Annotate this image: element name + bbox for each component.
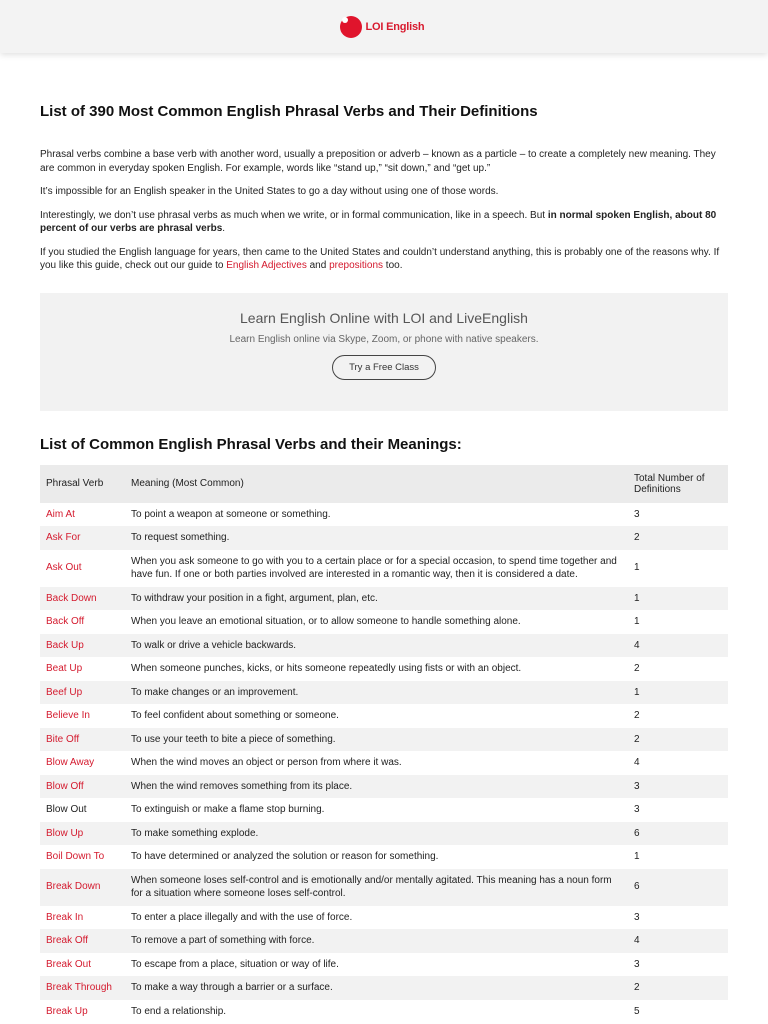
meaning-cell: When the wind removes something from its place. — [125, 775, 628, 799]
definition-count-cell: 1 — [634, 851, 640, 862]
phrasal-verb-cell[interactable]: Break Up — [46, 1005, 88, 1017]
meaning-cell: When you ask someone to go with you to a certain place or for a special occasion, to spend time together and have fun. If one or both parties involved are interested in a romantic way, then it is considered a date. — [131, 555, 617, 580]
top-header — [0, 0, 768, 53]
meaning-cell: When you leave an emotional situation, or to allow someone to handle something alone. — [131, 616, 521, 627]
phrasal-verb-cell[interactable]: Ask Out — [46, 562, 82, 574]
meaning-cell: To feel confident about something or someone. — [131, 710, 339, 721]
phrasal-verb-cell[interactable]: Boil Down To — [46, 851, 105, 862]
definition-count-cell: 4 — [634, 757, 640, 768]
column-header-verb: Phrasal Verb — [40, 465, 125, 503]
intro-paragraph: Phrasal verbs combine a base verb with another word, usually a preposition or adverb – known as a particle – to create a completely new meaning. They are common in everyday spoken English. For example, words like “stand up,” “sit down,” and “get up.” — [40, 149, 716, 174]
meaning-cell: To escape from a place, situation or way of life. — [131, 958, 339, 970]
meaning-cell: To end a relationship. — [131, 1005, 227, 1017]
phrasal-verb-cell[interactable]: Break In — [46, 911, 84, 923]
definition-count-cell: 1 — [628, 681, 728, 705]
phrasal-verb-cell[interactable]: Blow Away — [46, 757, 95, 768]
table-body — [40, 503, 728, 1024]
phrasal-verb-cell[interactable]: Aim At — [46, 508, 75, 520]
phrasal-verb-cell[interactable]: Break Down — [40, 869, 125, 906]
definition-count-cell: 2 — [628, 976, 728, 1000]
definition-count-cell: 3 — [634, 958, 640, 970]
meaning-cell: To have determined or analyzed the solution or reason for something. — [131, 851, 439, 862]
table-row — [40, 1000, 728, 1024]
definition-count-cell: 3 — [634, 804, 640, 815]
table-row — [40, 610, 728, 634]
definition-count-cell: 6 — [628, 822, 728, 846]
bold-statement: in normal spoken English, about 80 percent of our verbs are phrasal verbs — [40, 209, 717, 234]
definition-count-cell: 2 — [628, 728, 728, 752]
table-row — [40, 704, 728, 728]
definition-count-cell: 2 — [634, 663, 640, 674]
phrasal-verb-cell[interactable]: Back Up — [40, 634, 125, 658]
table-heading: List of Common English Phrasal Verbs and their Meanings: — [40, 435, 462, 453]
meaning-cell: To make a way through a barrier or a surface. — [125, 976, 628, 1000]
meaning-cell: To withdraw your position in a fight, argument, plan, etc. — [125, 587, 628, 611]
table-row — [40, 929, 728, 953]
phrasal-verb-cell[interactable]: Believe In — [46, 710, 90, 721]
meaning-cell: To point a weapon at someone or something. — [131, 508, 331, 520]
prepositions-link[interactable]: prepositions — [329, 260, 384, 271]
table-header-row — [40, 465, 728, 503]
promo-title: Learn English Online with LOI and LiveEnglish — [240, 309, 528, 326]
table-row — [40, 634, 728, 658]
phrasal-verb-cell[interactable]: Beat Up — [46, 663, 83, 674]
logo-text: LOI English — [365, 20, 425, 33]
table-row — [40, 845, 728, 869]
meaning-cell: To remove a part of something with force. — [125, 929, 628, 953]
definition-count-cell: 1 — [634, 616, 640, 627]
phrasal-verb-cell[interactable]: Back Off — [46, 616, 85, 627]
definition-count-cell: 6 — [628, 869, 728, 906]
definition-count-cell: 2 — [628, 526, 728, 550]
definition-count-cell: 2 — [634, 710, 640, 721]
definition-count-cell: 3 — [634, 508, 640, 520]
table-row — [40, 798, 728, 822]
paragraph-4: If you studied the English language for years, then came to the United States and couldn’t understand anything, this is probably one of the reasons why. If you like this guide, check out our guide to English Adjectives and prepositions too. — [40, 246, 720, 271]
phrasal-verb-cell[interactable]: Blow Up — [40, 822, 125, 846]
table-row — [40, 681, 728, 705]
table-row — [40, 550, 728, 587]
page-title: List of 390 Most Common English Phrasal Verbs and Their Definitions — [40, 103, 538, 120]
table-row — [40, 751, 728, 775]
meaning-cell: To extinguish or make a flame stop burning. — [131, 804, 325, 815]
promo-box — [40, 293, 728, 411]
meaning-cell: To request something. — [125, 526, 628, 550]
definition-count-cell: 3 — [634, 911, 640, 923]
meaning-cell: To use your teeth to bite a piece of something. — [125, 728, 628, 752]
table-row — [40, 503, 728, 527]
site-logo[interactable] — [340, 16, 425, 38]
meaning-cell: When the wind moves an object or person from where it was. — [131, 757, 402, 768]
phrasal-verb-cell[interactable]: Blow Off — [40, 775, 125, 799]
meaning-cell: When someone loses self-control and is emotionally and/or mentally agitated. This meaning has a noun form for a situation where someone loses self-control. — [125, 869, 628, 906]
paragraph-3: Interestingly, we don’t use phrasal verbs as much when we write, or in formal communication, like in a speech. But in normal spoken English, about 80 percent of our verbs are phrasal verbs. — [40, 209, 717, 234]
phrasal-verbs-table — [40, 465, 728, 1024]
definition-count-cell: 1 — [628, 587, 728, 611]
table-row — [40, 976, 728, 1000]
meaning-cell: When someone punches, kicks, or hits someone repeatedly using fists or with an object. — [131, 663, 522, 674]
phrasal-verb-cell[interactable]: Break Out — [46, 958, 92, 970]
phrasal-verb-cell[interactable]: Beef Up — [40, 681, 125, 705]
definition-count-cell: 4 — [628, 634, 728, 658]
promo-subtitle: Learn English online via Skype, Zoom, or phone with native speakers. — [229, 333, 539, 345]
phrasal-verb-cell: Blow Out — [46, 804, 87, 815]
phrasal-verb-cell[interactable]: Ask For — [40, 526, 125, 550]
table-row — [40, 906, 728, 930]
definition-count-cell: 4 — [628, 929, 728, 953]
table-row — [40, 953, 728, 977]
paragraph-2: It’s impossible for an English speaker in the United States to go a day without using one of those words. — [40, 186, 499, 197]
phrasal-verb-cell[interactable]: Bite Off — [40, 728, 125, 752]
column-header-meaning: Meaning (Most Common) — [125, 465, 628, 503]
meaning-cell: To make changes or an improvement. — [125, 681, 628, 705]
meaning-cell: To walk or drive a vehicle backwards. — [125, 634, 628, 658]
table-row — [40, 822, 728, 846]
article-content — [40, 100, 728, 1023]
definition-count-cell: 3 — [628, 775, 728, 799]
column-header-count: Total Number of Definitions — [628, 465, 728, 503]
definition-count-cell: 5 — [634, 1005, 640, 1017]
try-free-class-button[interactable]: Try a Free Class — [332, 355, 436, 380]
meaning-cell: To make something explode. — [125, 822, 628, 846]
phrasal-verb-cell[interactable]: Break Off — [40, 929, 125, 953]
table-row — [40, 657, 728, 681]
phrasal-verb-cell[interactable]: Break Through — [40, 976, 125, 1000]
phrasal-verb-cell[interactable]: Back Down — [40, 587, 125, 611]
definition-count-cell: 1 — [634, 562, 640, 574]
logo-icon — [340, 16, 362, 38]
table-row — [40, 728, 728, 752]
table-row — [40, 587, 728, 611]
table-row — [40, 526, 728, 550]
table-row — [40, 775, 728, 799]
english-adjectives-link[interactable]: English Adjectives — [226, 260, 307, 271]
meaning-cell: To enter a place illegally and with the use of force. — [131, 911, 353, 923]
table-row — [40, 869, 728, 906]
